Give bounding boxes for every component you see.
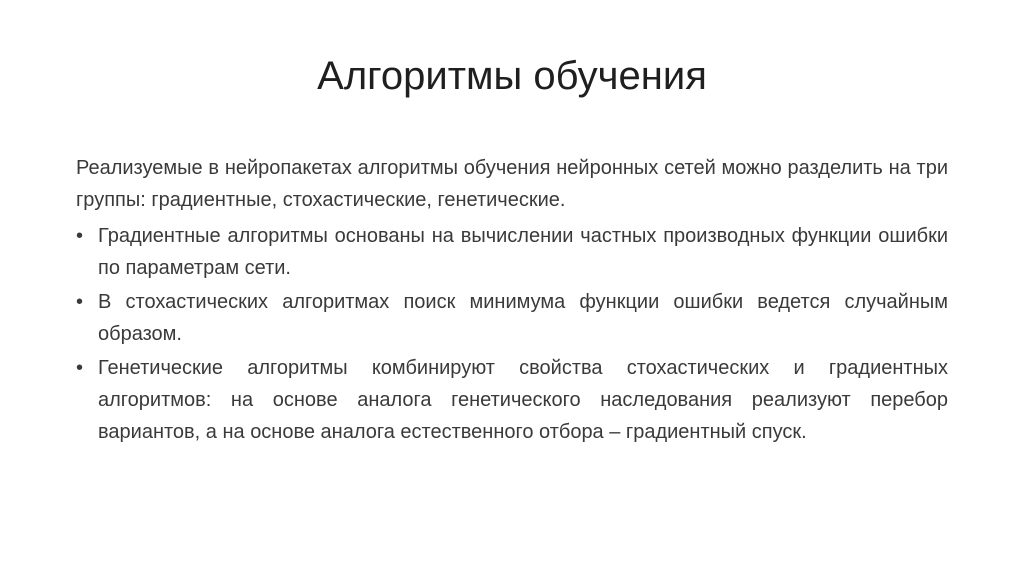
slide-body bbox=[76, 152, 948, 450]
bullet-text: Градиентные алгоритмы основаны на вычислении частных производных функции ошибки по параметрам сети. bbox=[98, 225, 948, 279]
bullet-icon: • bbox=[76, 357, 84, 379]
intro-paragraph: Реализуемые в нейропакетах алгоритмы обучения нейронных сетей можно разделить на три группы: градиентные, стохастические, генетические. bbox=[76, 157, 948, 211]
bullet-text: Генетические алгоритмы комбинируют свойства стохастических и градиентных алгоритмов: на основе аналога генетического наследования реализуют перебор вариантов, а на основе аналога естественного отбора – градиентный спуск. bbox=[98, 357, 948, 443]
bullet-icon: • bbox=[76, 291, 84, 313]
bullet-icon: • bbox=[76, 225, 84, 247]
bullet-list bbox=[76, 220, 948, 448]
bullet-item-genetic bbox=[76, 352, 948, 448]
bullet-item-gradient bbox=[76, 220, 948, 284]
slide-title: Алгоритмы обучения bbox=[317, 54, 707, 98]
bullet-item-stochastic bbox=[76, 286, 948, 350]
bullet-text: В стохастических алгоритмах поиск минимума функции ошибки ведется случайным образом. bbox=[98, 291, 948, 345]
